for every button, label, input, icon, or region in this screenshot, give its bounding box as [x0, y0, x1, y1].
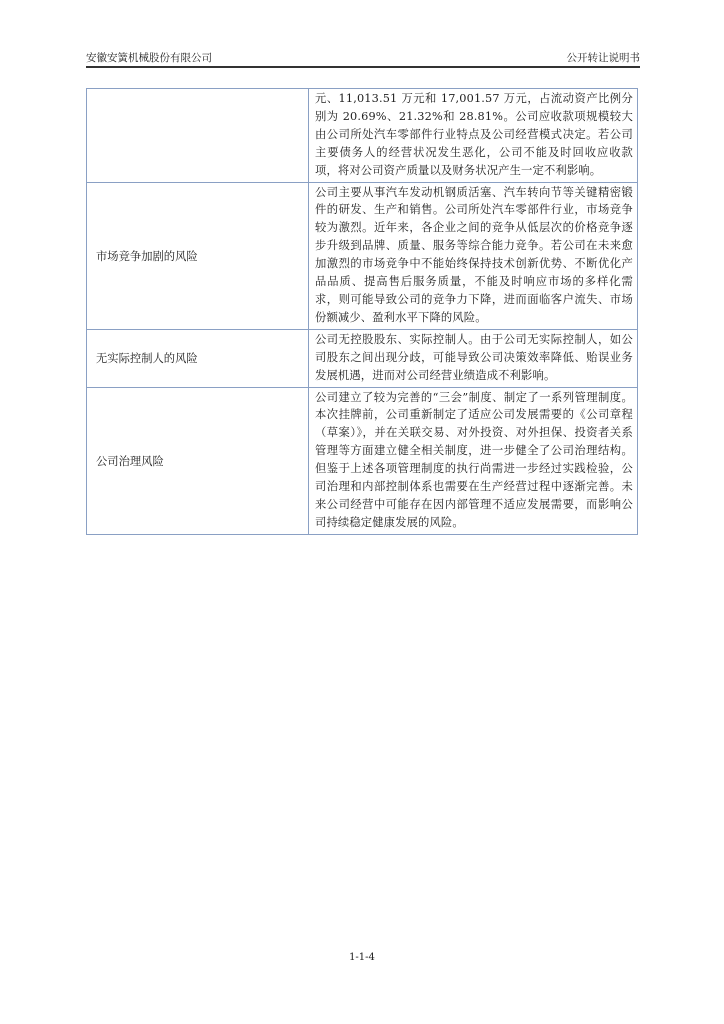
risk-description-cell: 公司主要从事汽车发动机钢质活塞、汽车转向节等关键精密锻件的研发、生产和销售。公司所处汽车零部件行业，市场竞争较为激烈。近年来，各企业之间的竞争从低层次的价格竞争逐步升级到品牌、质量、服务等综合能力竞争。若公司在未来愈加激烈的市场竞争中不能始终保持技术创新优势、不断优化产品品质、提高售后服务质量，不能及时响应市场的多样化需求，则可能导致公司的竞争力下降，进而面临客户流失、市场份额减少、盈利水平下降的风险。 — [309, 182, 638, 329]
table-row — [87, 329, 638, 387]
table-row — [87, 387, 638, 534]
risk-name-cell — [87, 89, 309, 183]
header-divider — [86, 66, 640, 68]
risk-description-cell: 公司无控股股东、实际控制人。由于公司无实际控制人，如公司股东之间出现分歧，可能导致公司决策效率降低、贻误业务发展机遇，进而对公司经营业绩造成不利影响。 — [309, 329, 638, 387]
risk-description-cell: 公司建立了较为完善的“三会”制度、制定了一系列管理制度。本次挂牌前，公司重新制定了适应公司发展需要的《公司章程（草案）》，并在关联交易、对外投资、对外担保、投资者关系管理等方面建立健全相关制度，进一步健全了公司治理结构。但鉴于上述各项管理制度的执行尚需进一步经过实践检验，公司治理和内部控制体系也需要在生产经营过程中逐渐完善。未来公司经营中可能存在因内部管理不适应发展需要，而影响公司持续稳定健康发展的风险。 — [309, 387, 638, 534]
risk-description-cell: 元、11,013.51 万元和 17,001.57 万元，占流动资产比例分别为 20.69%、21.32%和 28.81%。公司应收款项规模较大由公司所处汽车零部件行业特点及公司经营模式决定。若公司主要债务人的经营状况发生恶化，公司不能及时回收应收款项，将对公司资产质量以及财务状况产生一定不利影响。 — [309, 89, 638, 183]
page-header — [86, 50, 640, 66]
risk-table — [86, 88, 638, 535]
risk-name-cell: 公司治理风险 — [87, 387, 309, 534]
document-title: 公开转让说明书 — [566, 52, 640, 64]
table-row — [87, 89, 638, 183]
risk-name-cell: 无实际控制人的风险 — [87, 329, 309, 387]
company-name: 安徽安簧机械股份有限公司 — [86, 52, 212, 64]
page-number: 1-1-4 — [349, 952, 375, 963]
risk-name-cell: 市场竞争加剧的风险 — [87, 182, 309, 329]
table-row — [87, 182, 638, 329]
